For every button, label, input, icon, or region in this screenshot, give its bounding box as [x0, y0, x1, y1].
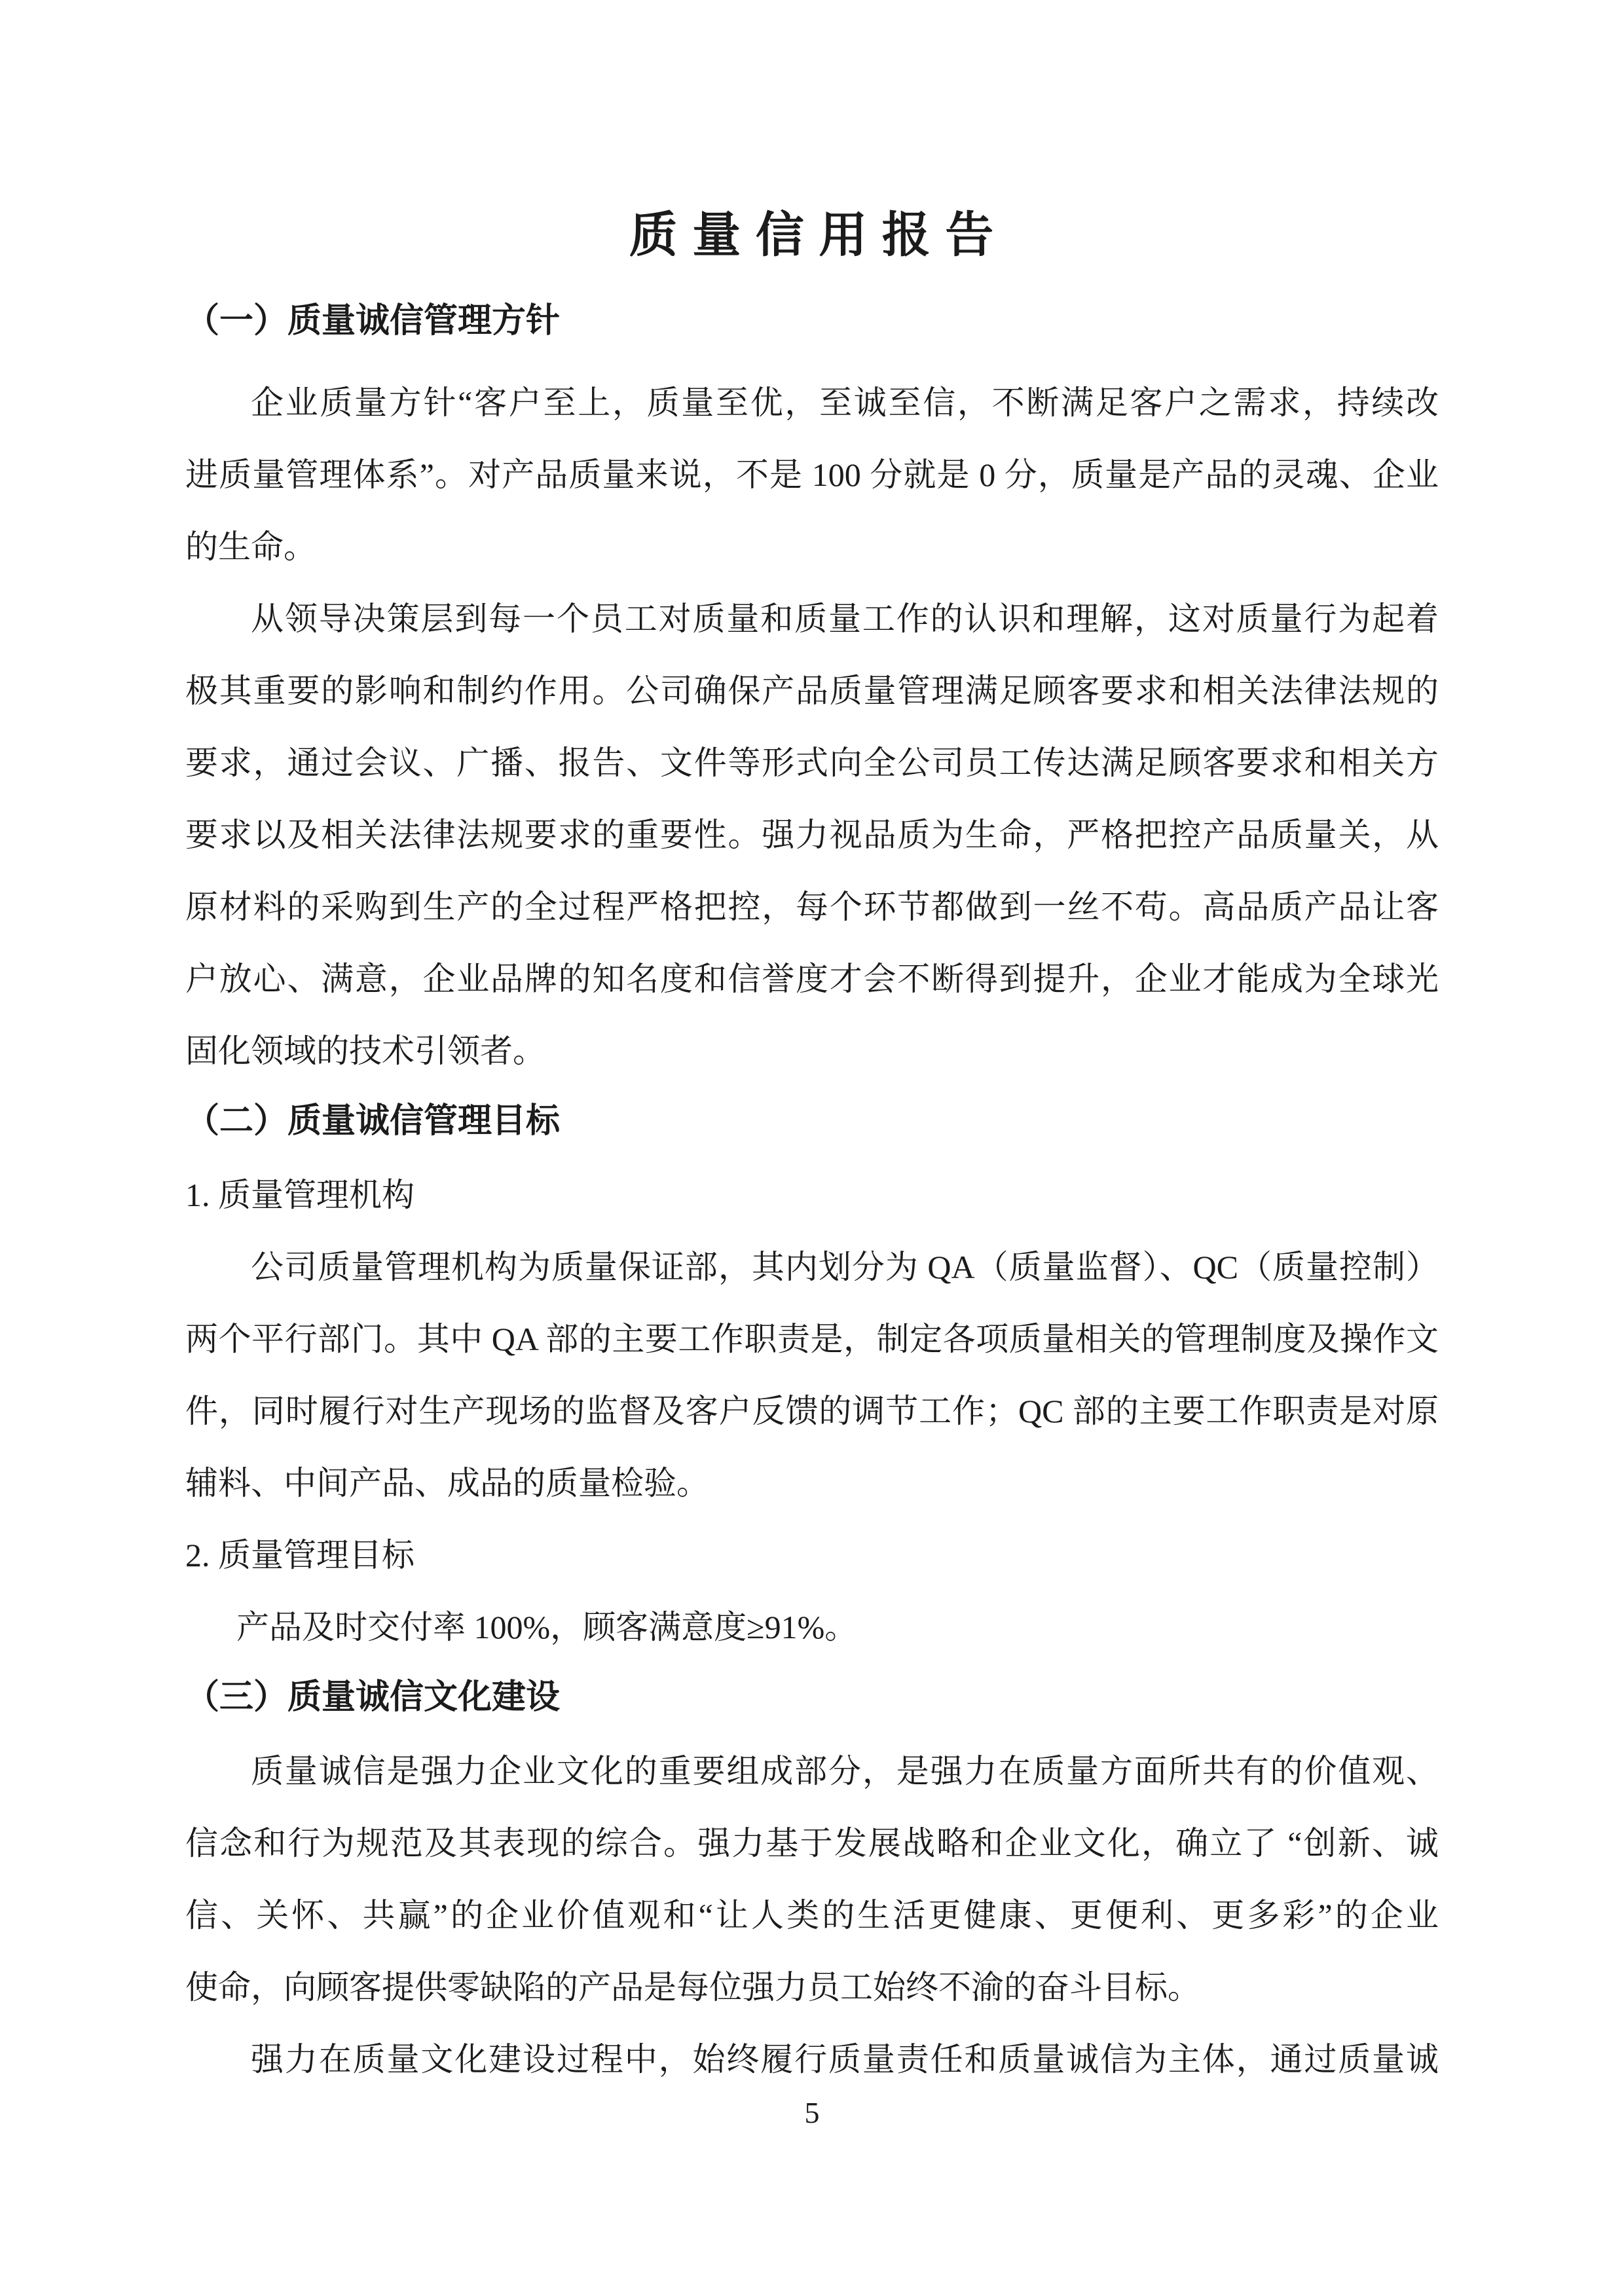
section-heading-3: （三）质量诚信文化建设	[185, 1679, 561, 1716]
para4-line1: 产品及时交付率 100%，顾客满意度≥91%。	[236, 1609, 858, 1645]
para1-line3: 的生命。	[185, 528, 316, 565]
para3-line1: 公司质量管理机构为质量保证部，其内划分为 QA（质量监督）、QC（质量控制）	[251, 1249, 1439, 1285]
para2-line3: 要求，通过会议、广播、报告、文件等形式向全公司员工传达满足顾客要求和相关方	[185, 744, 1439, 781]
para5-line4: 使命，向顾客提供零缺陷的产品是每位强力员工始终不渝的奋斗目标。	[185, 1969, 1200, 2006]
para5-line3: 信、关怀、共赢”的企业价值观和“让人类的生活更健康、更便利、更多彩”的企业	[185, 1897, 1439, 1934]
para5-line1: 质量诚信是强力企业文化的重要组成部分，是强力在质量方面所共有的价值观、	[251, 1753, 1439, 1790]
para1-line1: 企业质量方针“客户至上，质量至优，至诚至信，不断满足客户之需求，持续改	[251, 384, 1439, 421]
para2-line7: 固化领域的技术引领者。	[185, 1033, 545, 1069]
list-item-2: 2. 质量管理目标	[185, 1537, 415, 1573]
para1-line2: 进质量管理体系”。对产品质量来说，不是 100 分就是 0 分，质量是产品的灵魂、企业	[185, 456, 1439, 493]
para3-line4: 辅料、中间产品、成品的质量检验。	[185, 1465, 709, 1501]
para2-line1: 从领导决策层到每一个员工对质量和质量工作的认识和理解，这对质量行为起着	[251, 600, 1439, 637]
para2-line6: 户放心、满意，企业品牌的知名度和信誉度才会不断得到提升，企业才能成为全球光	[185, 961, 1439, 997]
para2-line5: 原材料的采购到生产的全过程严格把控，每个环节都做到一丝不苟。高品质产品让客	[185, 889, 1439, 925]
para5-line2: 信念和行为规范及其表现的综合。强力基于发展战略和企业文化，确立了 “创新、诚	[185, 1825, 1439, 1862]
para2-line4: 要求以及相关法律法规要求的重要性。强力视品质为生命，严格把控产品质量关，从	[185, 817, 1439, 853]
section-heading-2: （二）质量诚信管理目标	[185, 1103, 561, 1140]
para6-line1: 强力在质量文化建设过程中，始终履行质量责任和质量诚信为主体，通过质量诚	[251, 2041, 1439, 2078]
para2-line2: 极其重要的影响和制约作用。公司确保产品质量管理满足顾客要求和相关法律法规的	[185, 672, 1439, 709]
page-number: 5	[804, 2096, 820, 2129]
para3-line3: 件，同时履行对生产现场的监督及客户反馈的调节工作；QC 部的主要工作职责是对原	[185, 1393, 1439, 1429]
para3-line2: 两个平行部门。其中 QA 部的主要工作职责是，制定各项质量相关的管理制度及操作文	[185, 1321, 1439, 1357]
section-heading-1: （一）质量诚信管理方针	[185, 303, 561, 340]
document-title: 质 量 信 用 报 告	[629, 209, 995, 263]
list-item-1: 1. 质量管理机构	[185, 1177, 415, 1213]
